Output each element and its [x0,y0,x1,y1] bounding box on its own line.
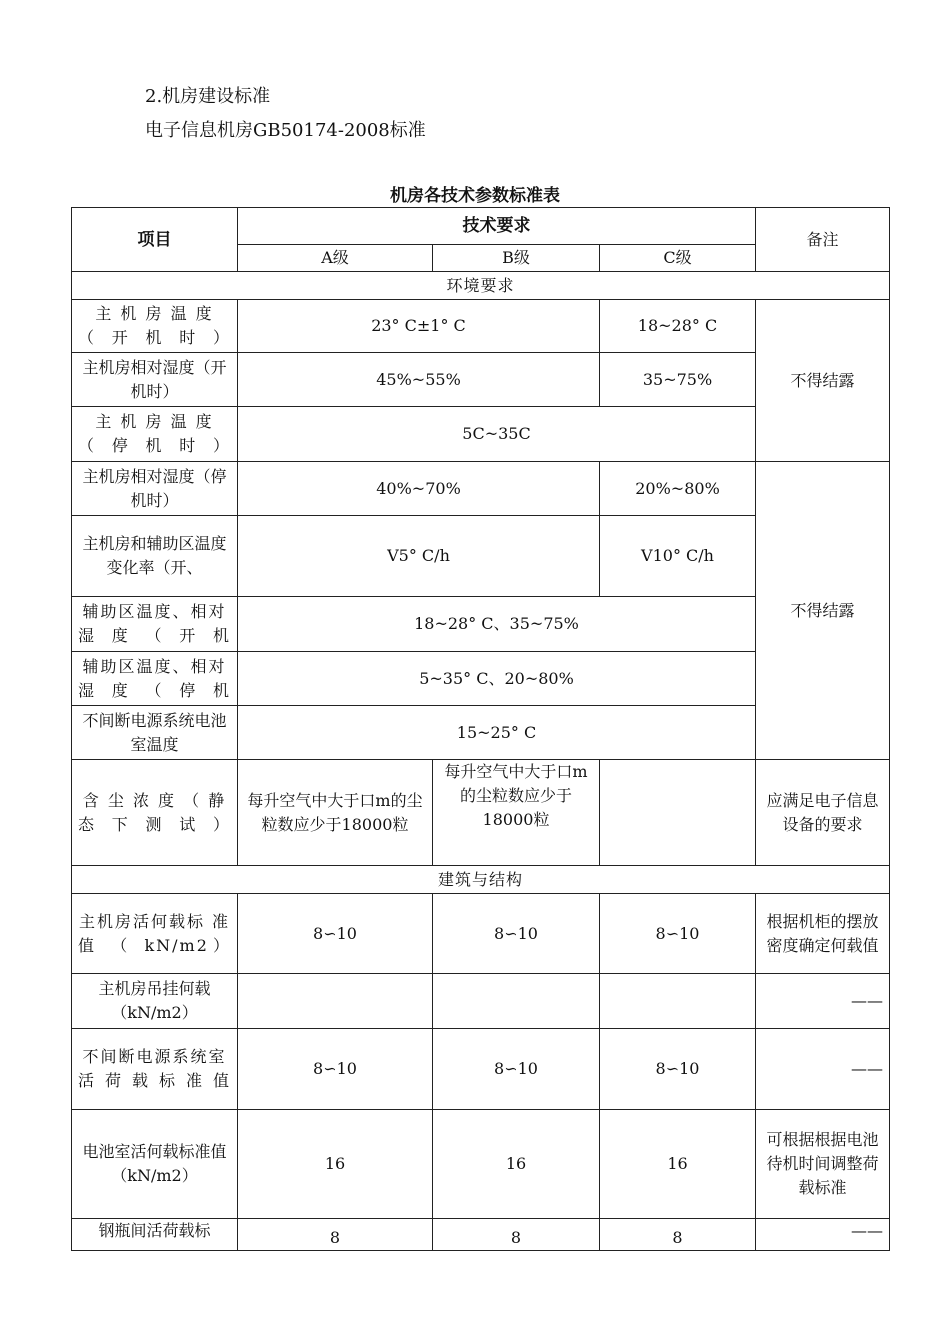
row-value-a: 8∽10 [238,1029,433,1110]
row-note: —— [756,1029,890,1110]
section-row [72,866,890,894]
row-value-a: 8 [238,1219,433,1251]
section-env: 环境要求 [72,272,890,300]
row-value-c [600,760,756,866]
row-item: 不间断电源系统电池室温度 [72,706,238,760]
row-value-a [238,974,433,1029]
header-note: 备注 [756,208,890,272]
row-note: 根据机柜的摆放密度确定何载值 [756,894,890,974]
header-grade-a: A级 [238,245,433,272]
row-item: 不间断电源系统室活荷载标准值 [72,1029,238,1110]
row-value-b: 8∽10 [433,894,600,974]
row-note: —— [756,1219,890,1251]
table-title: 机房各技术参数标准表 [390,186,560,206]
table-row [72,300,890,353]
row-item: 主 机 房 温 度 （停机时） [72,407,238,462]
table-row [72,760,890,866]
header-item: 项目 [72,208,238,272]
row-item: 辅助区温度、相对湿度（开机 [72,597,238,652]
row-value-c: V10° C/h [600,516,756,597]
row-value-a: 8∽10 [238,894,433,974]
row-value-ab: V5° C/h [238,516,600,597]
row-value-b [433,974,600,1029]
row-item: 主 机 房 温 度 （开机时） [72,300,238,353]
table-row [72,974,890,1029]
row-note: 不得结露 [756,300,890,462]
row-value-b: 8 [433,1219,600,1251]
table-row [72,1219,890,1251]
row-value-c [600,974,756,1029]
row-note: 不得结露 [756,462,890,760]
row-value-ab: 40%~70% [238,462,600,516]
section-row [72,272,890,300]
row-item: 电池室活何载标准值（kN/m2） [72,1110,238,1219]
row-note: 可根据根据电池待机时间调整荷载标准 [756,1110,890,1219]
header-grade-c: C级 [600,245,756,272]
row-item: 含 尘 浓 度 （ 静态下测试） [72,760,238,866]
row-item: 主机房吊挂何载（kN/m2） [72,974,238,1029]
row-item: 主机房活何载标 准 值 （ kN/m2） [72,894,238,974]
section-heading: 2.机房建设标准 [145,86,271,107]
row-item: 钢瓶间活荷载标 [72,1219,238,1251]
row-item: 主机房相对湿度（停机时） [72,462,238,516]
row-value-abc: 18~28° C、35~75% [238,597,756,652]
row-value-b: 8∽10 [433,1029,600,1110]
row-value-abc: 5~35° C、20~80% [238,652,756,706]
row-value-c: 8∽10 [600,1029,756,1110]
row-value-ab: 45%~55% [238,353,600,407]
row-item: 主机房相对湿度（开机时） [72,353,238,407]
row-value-c: 18~28° C [600,300,756,353]
row-value-b: 每升空气中大于口m的尘粒数应少于18000粒 [433,760,600,866]
header-row [72,208,890,245]
row-value-a: 每升空气中大于口m的尘粒数应少于18000粒 [238,760,433,866]
row-value-a: 16 [238,1110,433,1219]
row-note: —— [756,974,890,1029]
row-item: 辅助区温度、相对湿度（停机 [72,652,238,706]
table-row [72,462,890,516]
row-value-c: 8 [600,1219,756,1251]
spec-table [71,207,890,1251]
section-build: 建筑与结构 [72,866,890,894]
row-value-b: 16 [433,1110,600,1219]
row-value-ab: 23° C±1° C [238,300,600,353]
row-value-c: 20%~80% [600,462,756,516]
row-value-abc: 5C~35C [238,407,756,462]
row-value-c: 35~75% [600,353,756,407]
row-value-abc: 15~25° C [238,706,756,760]
header-tech: 技术要求 [238,208,756,245]
table-row [72,1110,890,1219]
row-value-c: 8∽10 [600,894,756,974]
standard-heading: 电子信息机房GB50174-2008标准 [145,120,426,141]
row-value-c: 16 [600,1110,756,1219]
table-row [72,1029,890,1110]
row-note: 应满足电子信息设备的要求 [756,760,890,866]
table-row [72,894,890,974]
header-grade-b: B级 [433,245,600,272]
row-item: 主机房和辅助区温度变化率（开、 [72,516,238,597]
